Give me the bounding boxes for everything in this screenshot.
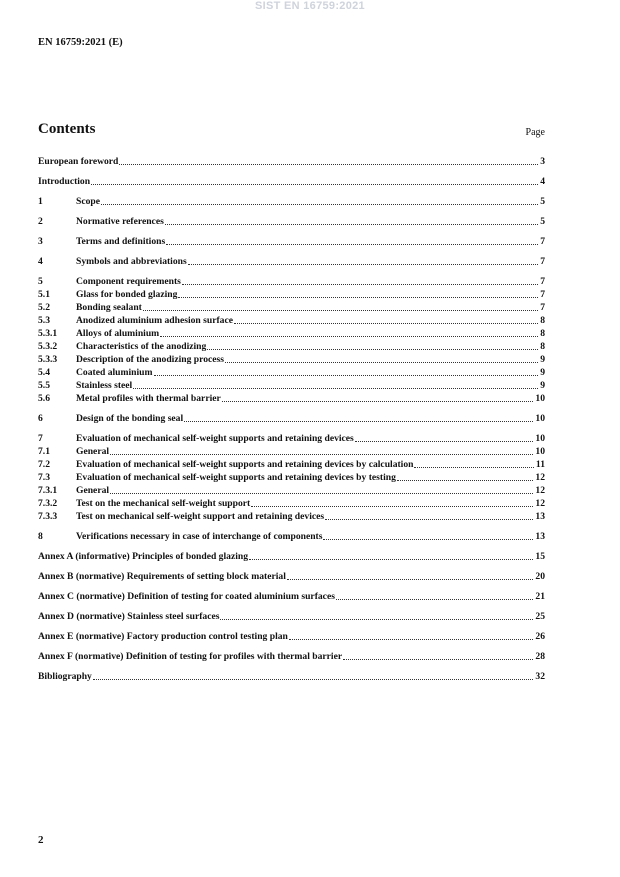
toc-leader-dots	[182, 275, 538, 285]
toc-entry-number: 5.1	[38, 289, 50, 300]
toc-leader-dots	[225, 353, 538, 363]
toc-entry-page: 15	[535, 551, 545, 562]
toc-entry-number: 8	[38, 531, 43, 542]
toc-entry[interactable]	[38, 314, 545, 327]
toc-entry-title: Annex C (normative) Definition of testing for coated aluminium surfaces	[38, 591, 335, 602]
toc-entry[interactable]	[38, 275, 545, 288]
toc-entry-page: 4	[540, 176, 545, 187]
toc-leader-dots	[154, 366, 539, 376]
toc-entry-title: Description of the anodizing process	[76, 354, 224, 365]
toc-entry-title: Annex B (normative) Requirements of setting block material	[38, 571, 286, 582]
toc-entry-number: 5.3.2	[38, 341, 58, 352]
toc-entry-page: 11	[535, 459, 545, 470]
toc-entry-title: Annex E (normative) Factory production control testing plan	[38, 631, 288, 642]
toc-leader-dots	[93, 670, 534, 680]
toc-entry-page: 7	[540, 276, 545, 287]
toc-entry-number: 4	[38, 256, 43, 267]
toc-entry-number: 3	[38, 236, 43, 247]
toc-entry[interactable]	[38, 392, 545, 405]
toc-leader-dots	[355, 432, 534, 442]
toc-entry-title: Characteristics of the anodizing	[76, 341, 207, 352]
toc-entry[interactable]	[38, 327, 545, 340]
toc-entry-page: 8	[540, 341, 545, 352]
toc-leader-dots	[165, 215, 538, 225]
toc-entry-title: Normative references	[76, 216, 164, 227]
toc-entry-title: Design of the bonding seal	[76, 413, 184, 424]
toc-entry-page: 10	[535, 446, 545, 457]
contents-title: Contents	[38, 121, 96, 137]
toc-entry-page: 12	[535, 498, 545, 509]
toc-entry-page: 7	[540, 256, 545, 267]
toc-entry-number: 7.2	[38, 459, 50, 470]
toc-leader-dots	[323, 530, 533, 540]
toc-entry-number: 7	[38, 433, 43, 444]
toc-entry-number: 5.2	[38, 302, 50, 313]
toc-entry-number: 5	[38, 276, 43, 287]
toc-entry-number: 5.3.3	[38, 354, 58, 365]
toc-entry-title: General	[76, 485, 110, 496]
toc-entry-page: 7	[540, 302, 545, 313]
toc-entry[interactable]	[38, 412, 545, 425]
toc-entry-title: Metal profiles with thermal barrier	[76, 393, 221, 404]
toc-entry-number: 1	[38, 196, 43, 207]
toc-entry-page: 9	[540, 380, 545, 391]
toc-entry[interactable]	[38, 353, 545, 366]
toc-leader-dots	[414, 458, 533, 468]
toc-leader-dots	[110, 484, 533, 494]
toc-entry[interactable]	[38, 255, 545, 268]
toc-entry-number: 5.4	[38, 367, 50, 378]
toc-leader-dots	[249, 550, 533, 560]
toc-leader-dots	[289, 630, 534, 640]
toc-entry-page: 7	[540, 289, 545, 300]
toc-entry[interactable]	[38, 379, 545, 392]
toc-leader-dots	[336, 590, 533, 600]
toc-entry-title: Bibliography	[38, 671, 92, 682]
toc-entry[interactable]	[38, 235, 545, 248]
toc-entry[interactable]	[38, 432, 545, 445]
toc-entry-page: 26	[535, 631, 545, 642]
toc-entry-title: Evaluation of mechanical self-weight supports and retaining devices by testing	[76, 472, 396, 483]
toc-leader-dots	[143, 301, 538, 311]
toc-entry-number: 7.3.3	[38, 511, 58, 522]
toc-entry-page: 32	[535, 671, 545, 682]
toc-leader-dots	[166, 235, 538, 245]
toc-entry-page: 9	[540, 367, 545, 378]
toc-entry-number: 2	[38, 216, 43, 227]
toc-entry-number: 7.1	[38, 446, 50, 457]
toc-leader-dots	[397, 471, 534, 481]
toc-entry-number: 6	[38, 413, 43, 424]
toc-entry[interactable]	[38, 215, 545, 228]
toc-entry-page: 7	[540, 236, 545, 247]
toc-entry-number: 5.3.1	[38, 328, 58, 339]
toc-entry[interactable]	[38, 195, 545, 208]
toc-entry-page: 10	[535, 433, 545, 444]
toc-entry-page: 10	[535, 393, 545, 404]
toc-entry-title: Evaluation of mechanical self-weight supports and retaining devices by calculation	[76, 459, 414, 470]
toc-entry[interactable]	[38, 497, 545, 510]
toc-leader-dots	[178, 288, 538, 298]
toc-leader-dots	[101, 195, 538, 205]
toc-entry[interactable]	[38, 288, 545, 301]
toc-entry-title: Component requirements	[76, 276, 181, 287]
document-id: EN 16759:2021 (E)	[38, 37, 123, 48]
toc-entry-number: 7.3.1	[38, 485, 58, 496]
toc-entry-page: 5	[540, 196, 545, 207]
toc-entry-number: 7.3.2	[38, 498, 58, 509]
toc-entry[interactable]	[38, 458, 545, 471]
toc-entry[interactable]	[38, 630, 545, 643]
toc-leader-dots	[188, 255, 538, 265]
toc-entry[interactable]	[38, 610, 545, 623]
toc-entry-title: Anodized aluminium adhesion surface	[76, 315, 233, 326]
toc-entry[interactable]	[38, 175, 545, 188]
toc-entry[interactable]	[38, 484, 545, 497]
toc-leader-dots	[160, 327, 538, 337]
toc-entry-title: Scope	[76, 196, 100, 207]
toc-entry-title: Annex F (normative) Definition of testing for profiles with thermal barrier	[38, 651, 343, 662]
toc-entry-number: 5.5	[38, 380, 50, 391]
toc-entry[interactable]	[38, 366, 545, 379]
toc-entry-title: Stainless steel	[76, 380, 133, 391]
toc-entry-page: 5	[540, 216, 545, 227]
toc-leader-dots	[251, 497, 533, 507]
toc-entry-page: 12	[535, 485, 545, 496]
toc-leader-dots	[184, 412, 533, 422]
table-of-contents	[38, 155, 545, 683]
toc-entry-title: Symbols and abbreviations	[76, 256, 187, 267]
toc-entry-page: 13	[535, 531, 545, 542]
toc-entry-number: 7.3	[38, 472, 50, 483]
toc-entry-title: European foreword	[38, 156, 119, 167]
page-column-label: Page	[525, 127, 545, 138]
toc-entry[interactable]	[38, 670, 545, 683]
toc-entry-page: 8	[540, 315, 545, 326]
toc-leader-dots	[133, 379, 538, 389]
toc-entry[interactable]	[38, 445, 545, 458]
toc-entry-page: 9	[540, 354, 545, 365]
toc-entry-title: Glass for bonded glazing	[76, 289, 178, 300]
toc-entry-title: Evaluation of mechanical self-weight supports and retaining devices	[76, 433, 354, 444]
toc-leader-dots	[207, 340, 538, 350]
toc-leader-dots	[234, 314, 538, 324]
toc-entry-title: Test on the mechanical self-weight support	[76, 498, 251, 509]
toc-entry[interactable]	[38, 155, 545, 168]
toc-entry-page: 10	[535, 413, 545, 424]
toc-entry-title: Terms and definitions	[76, 236, 166, 247]
toc-entry-number: 5.6	[38, 393, 50, 404]
toc-entry-number: 5.3	[38, 315, 50, 326]
toc-entry-title: Introduction	[38, 176, 91, 187]
toc-entry-page: 13	[535, 511, 545, 522]
toc-entry-title: General	[76, 446, 110, 457]
toc-leader-dots	[325, 510, 533, 520]
toc-entry[interactable]	[38, 550, 545, 563]
toc-leader-dots	[91, 175, 538, 185]
toc-entry-page: 3	[540, 156, 545, 167]
toc-entry-page: 21	[535, 591, 545, 602]
toc-entry-page: 8	[540, 328, 545, 339]
toc-entry-title: Coated aluminium	[76, 367, 153, 378]
toc-entry[interactable]	[38, 510, 545, 523]
toc-entry-page: 20	[535, 571, 545, 582]
toc-entry[interactable]	[38, 471, 545, 484]
toc-leader-dots	[287, 570, 534, 580]
toc-leader-dots	[119, 155, 538, 165]
toc-leader-dots	[110, 445, 533, 455]
toc-entry-title: Verifications necessary in case of interchange of components	[76, 531, 323, 542]
toc-entry-title: Annex D (normative) Stainless steel surfaces	[38, 611, 220, 622]
toc-leader-dots	[222, 392, 534, 402]
toc-entry-title: Bonding sealant	[76, 302, 142, 313]
toc-entry[interactable]	[38, 340, 545, 353]
toc-entry[interactable]	[38, 590, 545, 603]
toc-leader-dots	[343, 650, 533, 660]
toc-entry-page: 28	[535, 651, 545, 662]
toc-entry[interactable]	[38, 301, 545, 314]
toc-entry-title: Test on mechanical self-weight support and retaining devices	[76, 511, 325, 522]
watermark: SIST EN 16759:2021	[255, 0, 365, 12]
toc-entry-page: 25	[535, 611, 545, 622]
page-number: 2	[38, 834, 44, 846]
toc-entry-title: Annex A (informative) Principles of bonded glazing	[38, 551, 248, 562]
toc-entry[interactable]	[38, 650, 545, 663]
toc-entry-title: Alloys of aluminium	[76, 328, 160, 339]
toc-entry[interactable]	[38, 570, 545, 583]
toc-leader-dots	[220, 610, 533, 620]
toc-entry-page: 12	[535, 472, 545, 483]
toc-entry[interactable]	[38, 530, 545, 543]
